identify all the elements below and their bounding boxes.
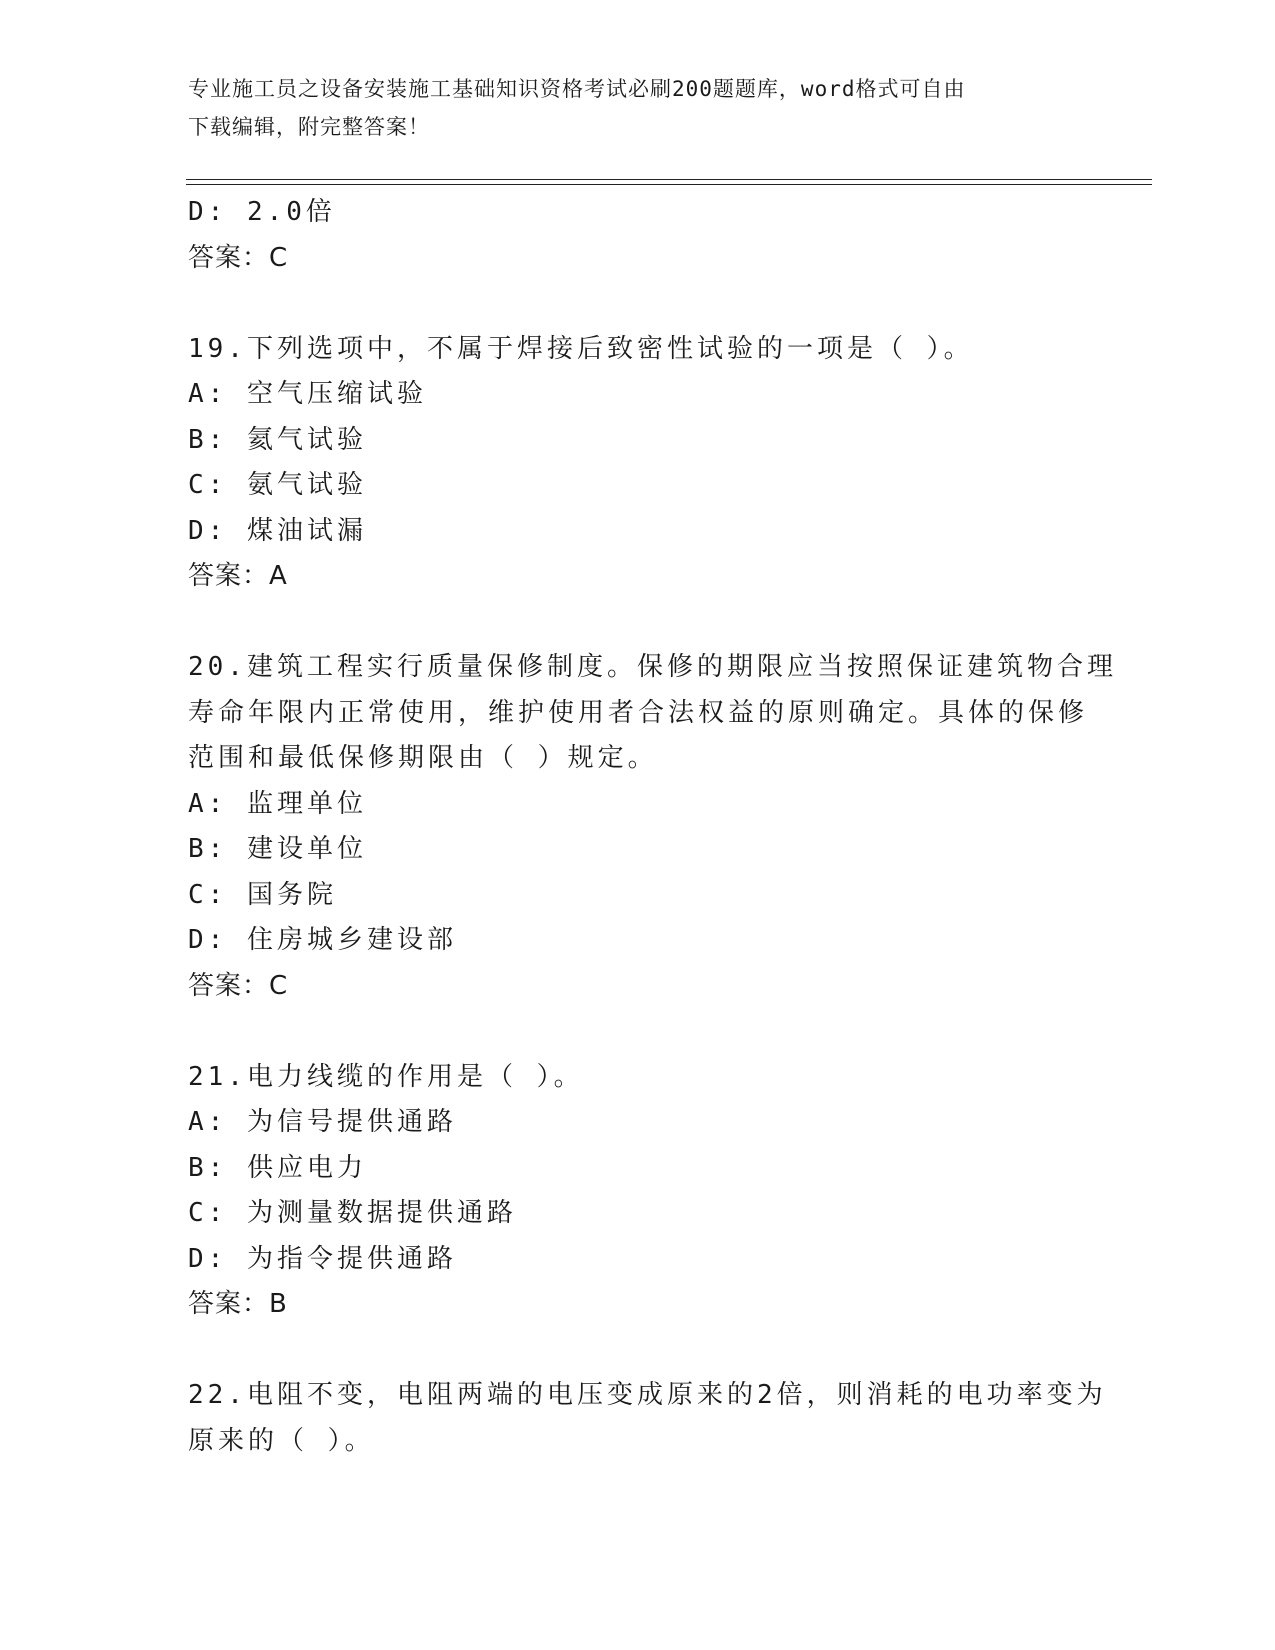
question-stem: 22.电阻不变，电阻两端的电压变成原来的2倍，则消耗的电功率变为 <box>188 1380 1107 1410</box>
option-b: B: 氦气试验 <box>188 424 367 455</box>
spacer <box>188 600 1088 646</box>
answer-line: 答案：B <box>188 1289 288 1319</box>
header-line-2: 下载编辑，附完整答案！ <box>188 115 430 139</box>
option-a: A: 空气压缩试验 <box>188 379 427 409</box>
page-header <box>188 70 1088 146</box>
question-stem-cont: 寿命年限内正常使用，维护使用者合法权益的原则确定。具体的保修 <box>188 697 1089 728</box>
spacer <box>188 281 1088 327</box>
spacer <box>188 1328 1088 1374</box>
option-c: C: 国务院 <box>188 879 337 910</box>
option-d: D: 煤油试漏 <box>188 515 367 546</box>
header-divider-bottom <box>186 184 1152 185</box>
question-stem-cont: 原来的（ ）。 <box>188 1425 375 1456</box>
option-d: D: 2.0倍 <box>188 197 336 227</box>
question-stem: 20.建筑工程实行质量保修制度。保修的期限应当按照保证建筑物合理 <box>188 652 1117 682</box>
spacer <box>188 1009 1088 1055</box>
option-a: A: 监理单位 <box>188 788 367 819</box>
answer-line: 答案：C <box>188 242 289 273</box>
question-stem-cont: 范围和最低保修期限由（ ）规定。 <box>188 743 658 773</box>
question-stem: 21.电力线缆的作用是（ ）。 <box>188 1061 584 1092</box>
option-a: A: 为信号提供通路 <box>188 1107 457 1137</box>
question-list <box>188 190 1117 1464</box>
question-stem: 19.下列选项中，不属于焊接后致密性试验的一项是（ ）。 <box>188 333 974 364</box>
option-d: D: 为指令提供通路 <box>188 1243 457 1274</box>
answer-line: 答案：A <box>188 561 288 591</box>
option-c: C: 为测量数据提供通路 <box>188 1198 517 1228</box>
option-b: B: 建设单位 <box>188 834 367 864</box>
answer-line: 答案：C <box>188 970 289 1001</box>
option-c: C: 氨气试验 <box>188 470 367 500</box>
option-d: D: 住房城乡建设部 <box>188 925 457 955</box>
header-divider-top <box>186 179 1152 180</box>
header-line-1: 专业施工员之设备安装施工基础知识资格考试必刷200题题库，word格式可自由 <box>188 77 966 101</box>
option-b: B: 供应电力 <box>188 1152 367 1183</box>
